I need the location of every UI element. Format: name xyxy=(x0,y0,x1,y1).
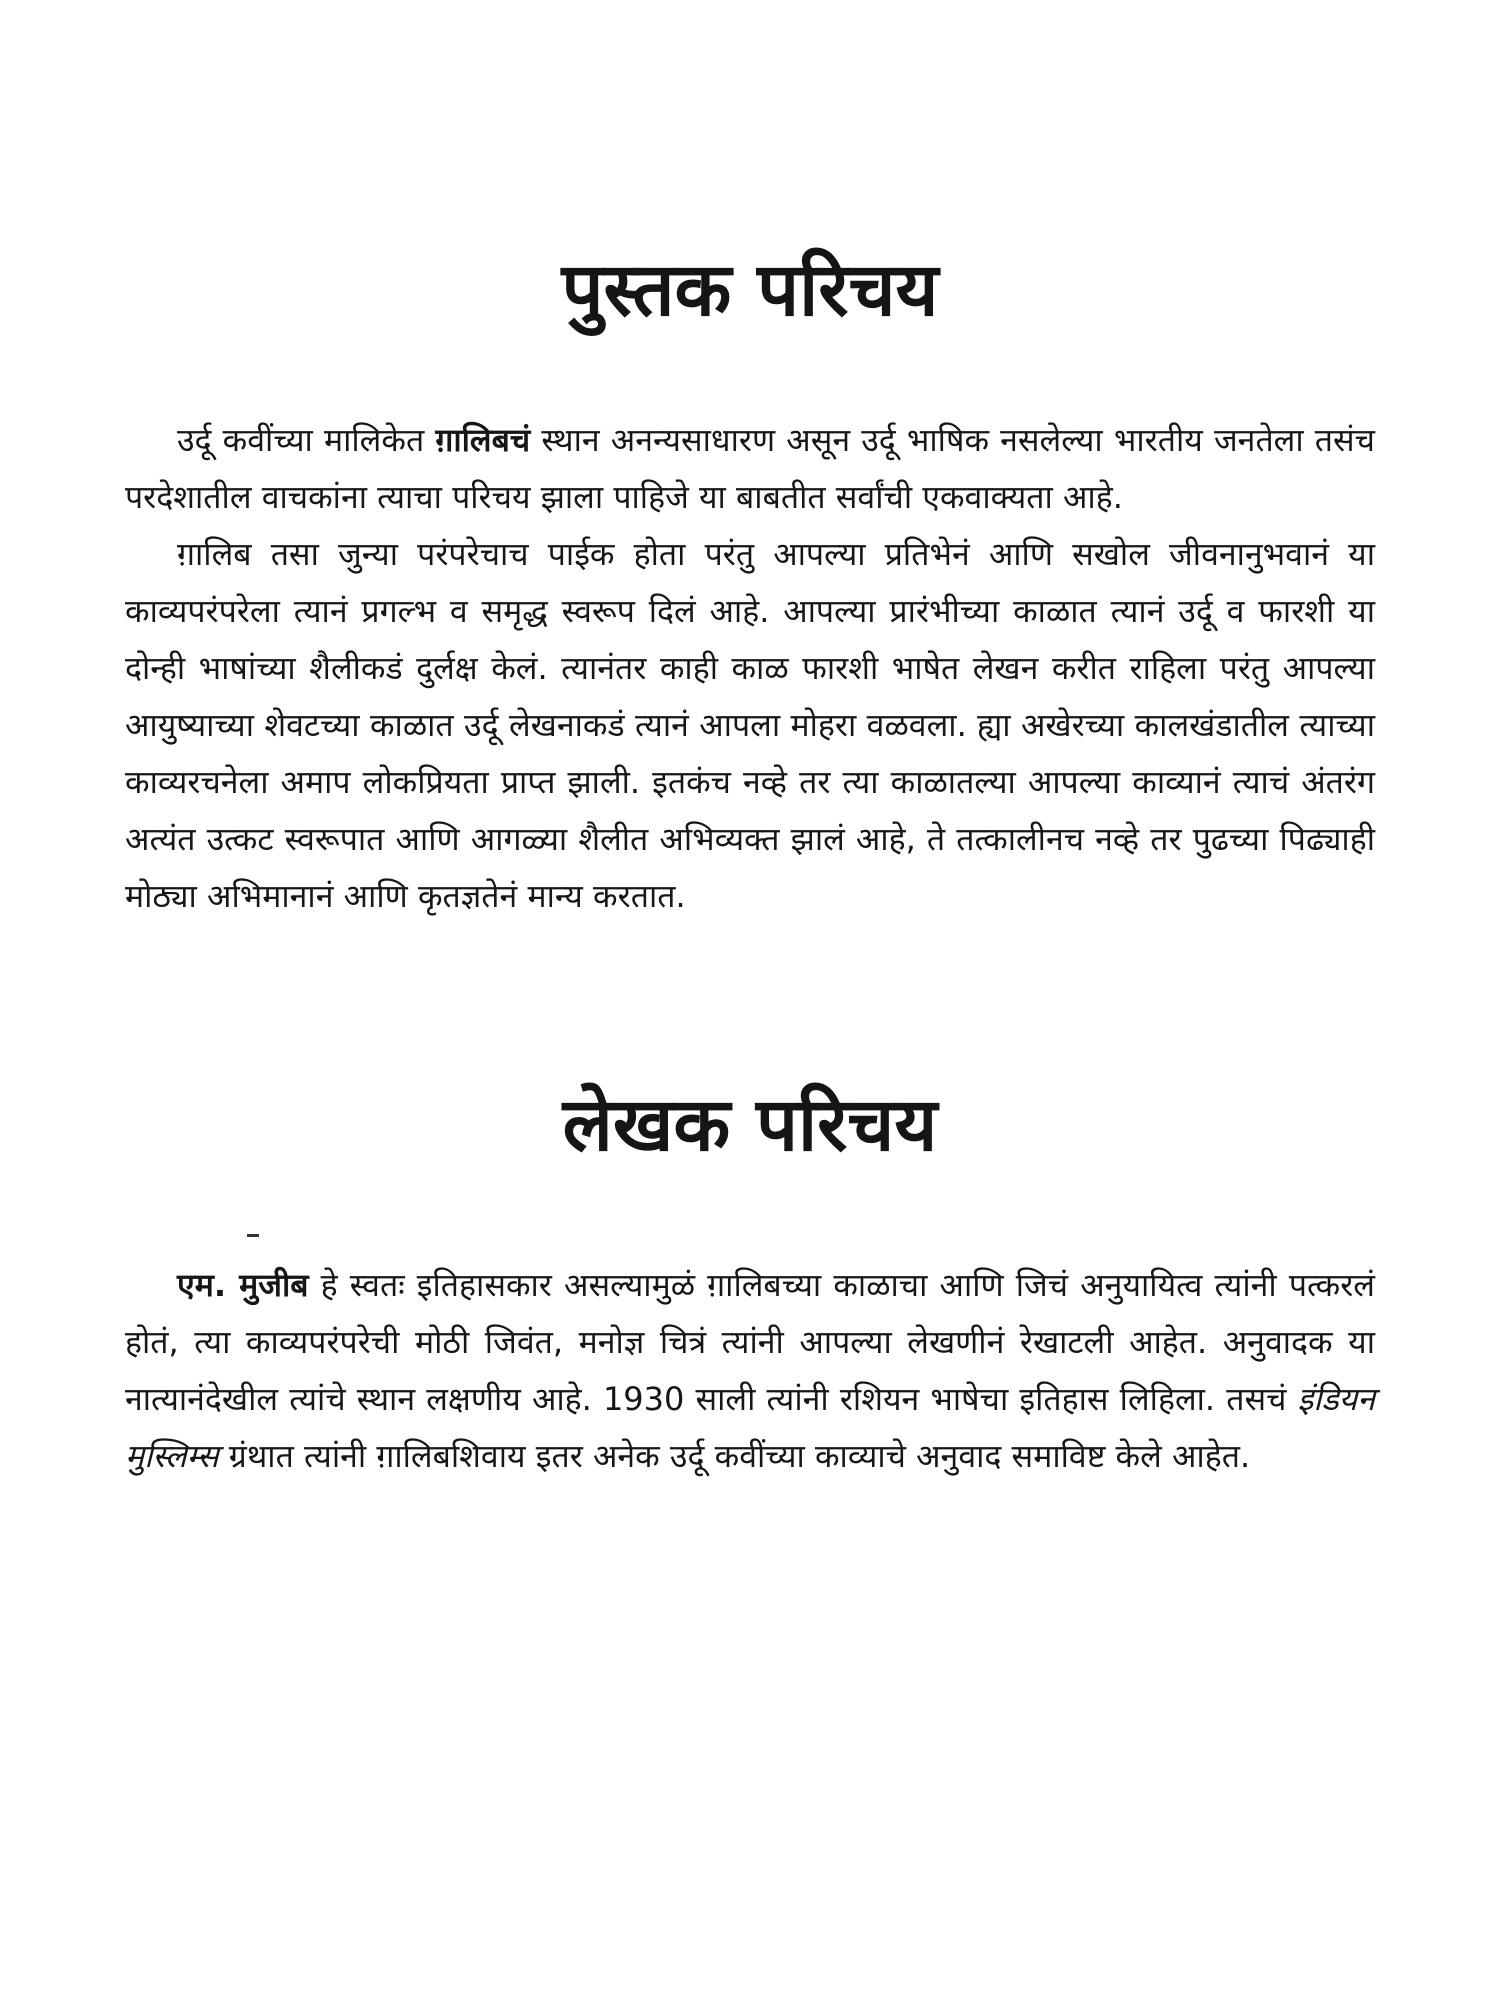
author-intro-paragraph xyxy=(125,1257,1375,1485)
book-intro-p1-start: उर्दू कवींच्या मालिकेत xyxy=(177,421,436,459)
author-intro-heading: लेखक परिचय xyxy=(562,1082,938,1168)
book-intro-section xyxy=(125,412,1375,925)
author-intro-text-a: हे स्वतः इतिहासकार असल्यामुळं ग़ालिबच्या काळाचा आणि जिचं अनुयायित्व त्यांनी पत्करलं होतं, त्या काव्यपरंपरेची मोठी जिवंत, मनोज्ञ चित्रं त्यांनी आपल्या लेखणीनं रेखाटली आहेत. अनुवादक या नात्यानंदेखील त्यांचे स्थान लक्षणीय आहे. 1930 साली त्यांनी रशियन भाषेचा इतिहास लिहिला. तसचं xyxy=(125,1266,1375,1418)
book-title-italic: इंडियन मुस्लिम्स xyxy=(125,1380,1375,1475)
book-intro-heading: पुस्तक परिचय xyxy=(561,247,939,333)
ghalib-bold-name: ग़ालिबचं xyxy=(435,421,531,459)
book-intro-paragraph-2: ग़ालिब तसा जुन्या परंपरेचाच पाईक होता परंतु आपल्या प्रतिभेनं आणि सखोल जीवनानुभवानं या काव्यपरंपरेला त्यानं प्रगल्भ व समृद्ध स्वरूप दिलं आहे. आपल्या प्रारंभीच्या काळात त्यानं उर्दू व फारशी या दोन्ही भाषांच्या शैलीकडं दुर्लक्ष केलं. त्यानंतर काही काळ फारशी भाषेत लेखन करीत राहिला परंतु आपल्या आयुष्याच्या शेवटच्या काळात उर्दू लेखनाकडं त्यानं आपला मोहरा वळवला. ह्या अखेरच्या कालखंडातील त्याच्या काव्यरचनेला अमाप लोकप्रियता प्राप्त झाली. इतकंच नव्हे तर त्या काळातल्या आपल्या काव्यानं त्याचं अंतरंग अत्यंत उत्कट स्वरूपात आणि आगळ्या शैलीत अभिव्यक्त झालं आहे, ते तत्कालीनच नव्हे तर पुढच्या पिढ्याही मोठ्या अभिमानानं आणि कृतज्ञतेनं मान्य करतात. xyxy=(125,535,1375,915)
book-intro-paragraph-1 xyxy=(125,412,1375,526)
author-intro-section xyxy=(125,1257,1375,1485)
author-intro-text-b: ग्रंथात त्यांनी ग़ालिबशिवाय इतर अनेक उर्दू कवींच्या काव्याचे अनुवाद समाविष्ट केले आहेत. xyxy=(218,1437,1251,1475)
book-intro-p1-rest: स्थान अनन्यसाधारण असून उर्दू भाषिक नसलेल्या भारतीय जनतेला तसंच परदेशातील वाचकांना त्याचा परिचय झाला पाहिजे या बाबतीत सर्वांची एकवाक्यता आहे. xyxy=(125,421,1375,516)
stray-dash-mark xyxy=(247,1234,259,1237)
author-name-bold: एम. मुजीब xyxy=(177,1266,309,1304)
